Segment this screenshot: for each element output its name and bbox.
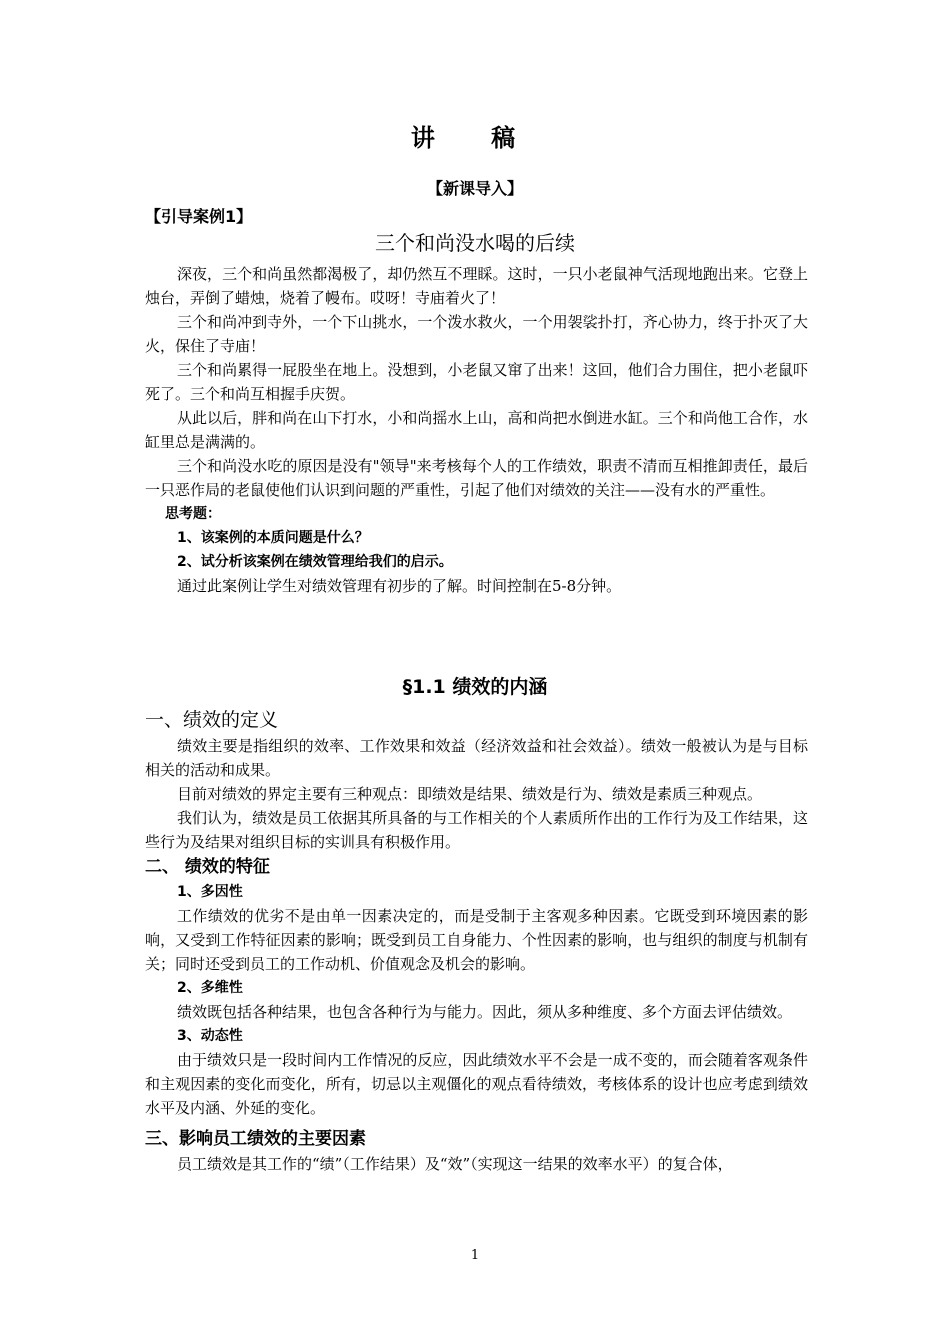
question-item: 2、试分析该案例在绩效管理给我们的启示。 [177,554,453,570]
story-paragraph: 三个和尚冲到寺外，一个下山挑水，一个泼水救火，一个用袈裟扑打，齐心协力，终于扑灭了大火，保住了寺庙！ [145,313,808,355]
part2-item-heading: 1、多因性 [177,884,243,900]
part1-paragraph: 绩效主要是指组织的效率、工作效果和效益（经济效益和社会效益）。绩效一般被认为是与目标相关的活动和成果。 [145,737,808,779]
questions-label: 思考题： [165,506,221,522]
page-title: 讲 稿 [410,124,540,152]
story-paragraph: 深夜，三个和尚虽然都渴极了，却仍然互不理睬。这时，一只小老鼠神气活现地跑出来。它登上烛台，弄倒了蜡烛，烧着了幔布。哎呀！寺庙着火了！ [145,265,808,307]
part2-item-heading: 3、动态性 [177,1028,243,1044]
part2-item-text: 工作绩效的优劣不是由单一因素决定的，而是受制于主客观多种因素。它既受到环境因素的影响，又受到工作特征因素的影响；既受到员工自身能力、个性因素的影响，也与组织的制度与机制有关；同时还受到员工的工作动机、价值观念及机会的影响。 [145,907,808,973]
story-paragraph: 三个和尚累得一屁股坐在地上。没想到，小老鼠又窜了出来！这回，他们合力围住，把小老鼠吓死了。三个和尚互相握手庆贺。 [145,361,808,403]
story-title: 三个和尚没水喝的后续 [375,231,575,255]
question-item: 1、该案例的本质问题是什么？ [177,530,369,546]
story-paragraph: 从此以后，胖和尚在山下打水，小和尚摇水上山，高和尚把水倒进水缸。三个和尚他工合作，水缸里总是满满的。 [145,409,808,451]
intro-heading: 【新课导入】 [426,179,523,198]
part3-paragraph: 员工绩效是其工作的“绩”（工作结果）及“效”（实现这一结果的效率水平）的复合体， [177,1155,733,1173]
part1-heading: 一、绩效的定义 [145,709,279,731]
case-label: 【引导案例1】 [145,207,253,226]
section-title: §1.1 绩效的内涵 [402,676,548,698]
case-note: 通过此案例让学生对绩效管理有初步的了解。时间控制在5-8分钟。 [177,577,622,595]
page-number: 1 [470,1248,480,1263]
story-body [145,262,808,598]
part2-item-text: 绩效既包括各种结果，也包含各种行为与能力。因此，须从多种维度、多个方面去评估绩效。 [177,1003,793,1021]
part2-heading: 二、 绩效的特征 [145,857,270,877]
part2-item-text: 由于绩效只是一段时间内工作情况的反应，因此绩效水平不会是一成不变的，而会随着客观条件和主观因素的变化而变化，所有，切忌以主观僵化的观点看待绩效，考核体系的设计也应考虑到绩效水平及内涵、外延的变化。 [145,1051,808,1117]
part1-paragraph: 目前对绩效的界定主要有三种观点：即绩效是结果、绩效是行为、绩效是素质三种观点。 [177,785,763,803]
section-body [145,706,808,1176]
part3-heading: 三、影响员工绩效的主要因素 [145,1129,366,1149]
part2-item-heading: 2、多维性 [177,980,243,996]
story-paragraph: 三个和尚没水吃的原因是没有"领导"来考核每个人的工作绩效，职责不清而互相推卸责任，最后一只恶作局的老鼠使他们认识到问题的严重性，引起了他们对绩效的关注——没有水的严重性。 [145,457,808,499]
part1-paragraph: 我们认为，绩效是员工依据其所具备的与工作相关的个人素质所作出的工作行为及工作结果，这些行为及结果对组织目标的实训具有积极作用。 [145,809,808,851]
